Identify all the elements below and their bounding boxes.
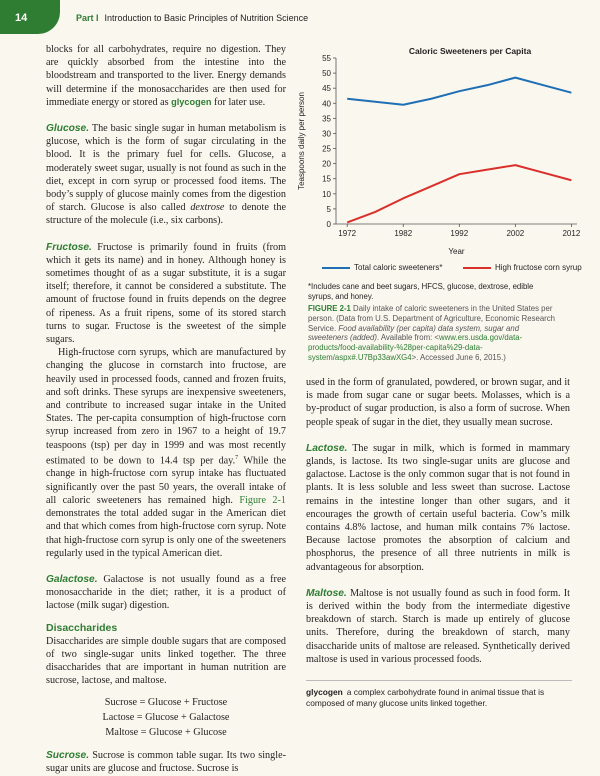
y-tick-label: 20 <box>322 159 331 169</box>
sweeteners-line-chart <box>290 50 590 262</box>
disaccharides-heading: Disaccharides <box>46 621 118 634</box>
right-column <box>306 376 570 666</box>
hfcs-paragraph: High-fructose corn syrups, which are manufactured by changing the glucose in cornstarch into fructose, are heavily used in processed foods, canned and frozen fruits, and soft drinks. These syrups are inexpensive sweeteners, and contribute to increased sugar intake in the United States. The per-capita consumption of high-fructose corn syrup increased from zero in 1967 to a height of 19.7 teaspoons (tsp) per day in 1999 and was most recently estimated to be down to 14.4 tsp per day.$^7$ While the change in high-fructose corn syrup intake has fluctuated significantly over the past 50 years, the overall intake of all caloric sweeteners has remained high. Figure 2-1 demonstrates the total added sugar in the American diet and that which comes from high-fructose corn syrup. Note that high-fructose corn syrup is only one of the sweeteners regularly used in the typical American diet. <box>46 347 287 559</box>
glucose-paragraph: Glucose. The basic single sugar in human metabolism is glucose, which is the form of sugar circulating in the blood. It is the primary fuel for cells. Glucose, a moderately sweet sugar, usually is not found as such in the diet, except in corn syrup or processed food items. The body’s supply of glucose mainly comes from the digestion of starch. Glucose is also called dextrose to denote the structure of the molecule (i.e., six carbons). <box>46 123 286 227</box>
y-tick-label: 10 <box>322 189 331 199</box>
x-tick-label: 1972 <box>338 229 357 238</box>
x-tick-label: 2002 <box>506 229 525 238</box>
maltose-paragraph: Maltose. Maltose is not usually found as such in food form. It is derived within the body from the intermediate digestive breakdown of starch. Starch is made up entirely of glucose units. Therefore, during the breakdown of starch, many disaccharide units of maltose are released. Synthetically derived maltose is used in various processed foods. <box>306 587 570 665</box>
glossary-term: glycogen <box>306 687 343 697</box>
sucrose-term: Sucrose. <box>46 750 90 762</box>
lactose-paragraph: Lactose. The sugar in milk, which is formed in mammary glands, is lactose. Its two single-sugar units are glucose and galactose. Lactose is the only common sugar that is not found in plants. It is less soluble and less sweet than sucrose. Lactose remains in the intestine longer than other sugars, and it encourages the growth of certain useful bacteria. Cow’s milk contains 4.8% lactose, and human milk contains 7% lactose. Because lactose promotes the absorption of calcium and phosphorus, the presence of all three nutrients in milk is advantageous for absorption. <box>306 442 570 573</box>
y-tick-label: 0 <box>326 220 331 229</box>
series-line-high-fructose-corn-syrup <box>347 165 571 222</box>
chart-legend <box>322 263 582 272</box>
x-tick-label: 1992 <box>450 229 469 238</box>
intro-paragraph: blocks for all carbohydrates, require no digestion. They are quickly absorbed from the intestine into the bloodstream and transported to the liver. Energy demands will determine if the monosaccharides are then used for immediate energy or stored as glycogen for later use. <box>46 44 286 108</box>
glycogen-glossary-link[interactable]: glycogen <box>171 96 212 107</box>
maltose-term: Maltose. <box>306 587 347 599</box>
disaccharides-paragraph: Disaccharides are simple double sugars that are composed of two single-sugar units linked together. The three disaccharides that are important in human nutrition are sucrose, lactose, and maltose. <box>46 635 286 687</box>
equation-maltose: Maltose = Glucose + Glucose <box>105 726 227 738</box>
left-column <box>46 43 286 776</box>
page-number: 14 <box>15 12 28 24</box>
sucrose-continued-paragraph: used in the form of granulated, powdered, or brown sugar, and it is made from sugar cane or sugar beets. Molasses, which is a by-product of sugar production, is also a form of sucrose. When people speak of sugar in the diet, they usually mean sucrose. <box>306 377 570 428</box>
y-tick-label: 30 <box>322 129 331 139</box>
legend-label-hfcs: High fructose corn syrup <box>494 263 582 272</box>
galactose-paragraph: Galactose. Galactose is not usually found as a free monosaccharide in the diet; rather, it is a product of lactose (milk sugar) digestion. <box>46 573 286 612</box>
fructose-paragraph: Fructose. Fructose is primarily found in fruits (from which it gets its name) and in honey. Although honey is sometimes thought of as a sugar substitute, it is a sugar itself; therefore, it cannot be considered a substitute. The amount of fructose found in fruits depends on the degree of ripeness. As a fruit ripens, some of its stored starch turns to sugar. Fructose is the sweetest of the simple sugars. <box>46 241 286 346</box>
chart-title: Caloric Sweeteners per Capita <box>408 46 532 56</box>
equation-lactose: Lactose = Glucose + Galactose <box>102 711 230 723</box>
glossary-definition: a complex carbohydrate found in animal tissue that is composed of many glucose units linked together. <box>306 687 545 708</box>
fructose-term: Fructose. <box>46 241 92 253</box>
y-axis-label: Teaspoons daily per person <box>297 92 306 190</box>
legend-swatch-hfcs <box>463 267 491 269</box>
glossary-box <box>306 680 572 708</box>
y-tick-label: 35 <box>322 114 331 124</box>
figure-caption: FIGURE 2-1 Daily intake of caloric sweeteners in the United States per person. (Data from U.S. Department of Agriculture, Economic Research Service. Food availability (per capita) data system, sugar and sweeteners (added). Available from: <www.ers.usda.gov/data-products/food-availability-%28per-capita%29-data-system/aspx#.U7Bp33awXG4>. Accessed June 6, 2015.) <box>308 304 556 362</box>
page-number-tab <box>0 0 60 34</box>
series-line-total-caloric-sweeteners <box>347 78 571 105</box>
equations <box>46 696 286 740</box>
equation-sucrose: Sucrose = Glucose + Fructose <box>104 696 228 708</box>
source-url-link[interactable]: www.ers.usda.gov/data-products/food-availability-%28per-capita%29-data-system/aspx#.U7Bp33awXG4 <box>308 333 523 362</box>
legend-swatch-total <box>322 267 350 269</box>
y-tick-label: 40 <box>322 99 331 109</box>
y-tick-label: 50 <box>322 69 331 79</box>
footnote-ref[interactable]: 7 <box>235 454 239 461</box>
lactose-term: Lactose. <box>306 442 348 454</box>
legend-label-total: Total caloric sweeteners* <box>354 263 443 272</box>
y-tick-label: 55 <box>322 54 331 63</box>
y-tick-label: 25 <box>322 144 331 154</box>
figure-2-1-link[interactable]: Figure 2-1 <box>239 494 286 506</box>
x-tick-label: 1982 <box>394 229 413 238</box>
y-tick-label: 15 <box>322 174 331 184</box>
y-tick-label: 5 <box>326 204 331 214</box>
y-tick-label: 45 <box>322 84 331 94</box>
figure-label: FIGURE 2-1 <box>308 304 351 313</box>
x-axis-label: Year <box>448 247 465 256</box>
chart-footnote: *Includes cane and beet sugars, HFCS, glucose, dextrose, edible syrups, and honey. <box>308 282 534 301</box>
sucrose-paragraph: Sucrose. Sucrose is common table sugar. Its two single-sugar units are glucose and fructose. Sucrose is <box>46 750 286 775</box>
running-head <box>76 13 308 23</box>
part-label: Part I <box>76 13 99 23</box>
glucose-term: Glucose. <box>46 123 90 135</box>
x-tick-label: 2012 <box>562 229 581 238</box>
chapter-title: Introduction to Basic Principles of Nutrition Science <box>104 13 309 23</box>
galactose-term: Galactose. <box>46 573 98 585</box>
